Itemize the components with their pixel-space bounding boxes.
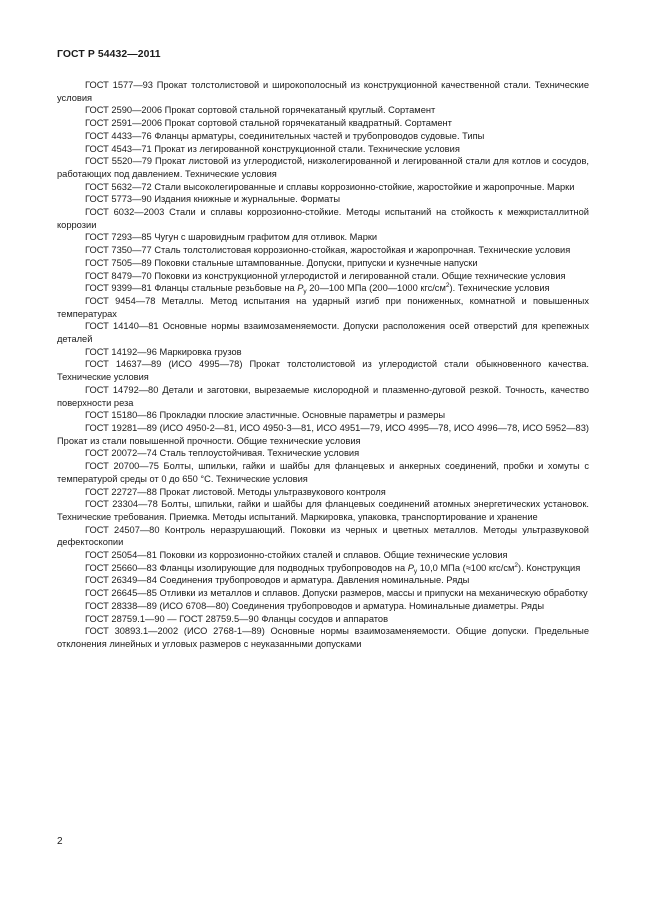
subscript: y — [303, 288, 307, 296]
reference-entry: ГОСТ 5520—79 Прокат листовой из углеродистой, низколегированной и легированной стали для котлов и сосудов, работающих под давлением. Технические условия — [57, 156, 589, 179]
reference-entry: ГОСТ 1577—93 Прокат толстолистовой и широкополосный из конструкционной качественной стали. Технические условия — [57, 80, 589, 103]
pressure-symbol: P — [407, 562, 414, 573]
reference-entry: ГОСТ 26645—85 Отливки из металлов и сплавов. Допуски размеров, массы и припуски на механическую обработку — [85, 588, 588, 599]
reference-entry: ГОСТ 23304—78 Болты, шпильки, гайки и шайбы для фланцевых соединений атомных энергетических установок. Технические требования. Приемка. Методы испытаний. Маркировка, упаковка, транспортирование и хранение — [57, 499, 589, 522]
entry-text: ГОСТ 9399—81 Фланцы стальные резьбовые на — [85, 283, 298, 294]
reference-list — [57, 79, 589, 651]
reference-entry: ГОСТ 28338—89 (ИСО 6708—80) Соединения трубопроводов и арматура. Номинальные диаметры. Ряды — [85, 600, 545, 611]
reference-entry: ГОСТ 2591—2006 Прокат сортовой стальной горячекатаный квадратный. Сортамент — [85, 118, 452, 129]
document-header: ГОСТ Р 54432—2011 — [57, 49, 161, 60]
entry-text: 10,0 МПа (≈100 кгс/см — [417, 562, 515, 573]
reference-entry: ГОСТ 19281—89 (ИСО 4950-2—81, ИСО 4950-3—81, ИСО 4951—79, ИСО 4995—78, ИСО 4996—78, ИСО 5952—83) Прокат из стали повышенной прочности. Общие технические условия — [57, 422, 589, 446]
reference-entry: ГОСТ 22727—88 Прокат листовой. Методы ультразвукового контроля — [85, 486, 386, 497]
reference-entry: ГОСТ 5632—72 Стали высоколегированные и сплавы коррозионно-стойкие, жаростойкие и жаропрочные. Марки — [85, 181, 575, 192]
superscript: 2 — [445, 282, 450, 290]
reference-entry: ГОСТ 20700—75 Болты, шпильки, гайки и шайбы для фланцевых и анкерных соединений, пробки и хомуты с температурой среды от 0 до 650 °С. Технические условия — [57, 461, 589, 484]
subscript: y — [413, 567, 418, 575]
reference-entry: ГОСТ 4543—71 Прокат из легированной конструкционной стали. Технические условия — [85, 143, 460, 154]
reference-entry: ГОСТ 26349—84 Соединения трубопроводов и арматура. Давления номинальные. Ряды — [85, 575, 470, 586]
reference-entry: ГОСТ 24507—80 Контроль неразрушающий. Поковки из черных и цветных металлов. Методы ультразвуковой дефектоскопии — [57, 524, 589, 548]
page-number: 2 — [57, 836, 63, 847]
reference-entry: ГОСТ 8479—70 Поковки из конструкционной углеродистой и легированной стали. Общие технические условия — [85, 270, 566, 281]
reference-entry: ГОСТ 14140—81 Основные нормы взаимозаменяемости. Допуски расположения осей отверстий для крепежных деталей — [57, 321, 589, 345]
reference-entry: ГОСТ 5773—90 Издания книжные и журнальные. Форматы — [85, 194, 341, 205]
entry-text: ГОСТ 25660—83 Фланцы изолирующие для подводных трубопроводов на — [85, 562, 408, 573]
reference-entry: ГОСТ 4433—76 Фланцы арматуры, соединительных частей и трубопроводов судовые. Типы — [85, 130, 485, 141]
entry-text: 20—100 МПа (200—1000 кгс/см — [306, 283, 446, 294]
entry-text: ). Конструкция — [518, 562, 581, 573]
reference-entry: ГОСТ 25054—81 Поковки из коррозионно-стойких сталей и сплавов. Общие технические условия — [85, 550, 508, 561]
reference-entry: ГОСТ 28759.1—90 — ГОСТ 28759.5—90 Фланцы сосудов и аппаратов — [85, 613, 389, 624]
reference-entry: ГОСТ 20072—74 Сталь теплоустойчивая. Технические условия — [85, 448, 360, 459]
reference-entry: ГОСТ 7505—89 Поковки стальные штампованные. Допуски, припуски и кузнечные напуски — [85, 257, 478, 268]
reference-entry — [57, 562, 589, 575]
reference-entry: ГОСТ 7293—85 Чугун с шаровидным графитом для отливок. Марки — [85, 232, 378, 243]
entry-text: ). Технические условия — [449, 283, 550, 294]
reference-entry — [57, 282, 589, 295]
reference-entry: ГОСТ 6032—2003 Стали и сплавы коррозионно-стойкие. Методы испытаний на стойкость к межкристаллитной коррозии — [57, 207, 589, 230]
pressure-symbol: P — [297, 283, 304, 294]
reference-entry: ГОСТ 15180—86 Прокладки плоские эластичные. Основные параметры и размеры — [85, 410, 446, 421]
superscript: 2 — [514, 561, 519, 569]
reference-entry: ГОСТ 7350—77 Сталь толстолистовая коррозионно-стойкая, жаростойкая и жаропрочная. Технические условия — [85, 245, 571, 256]
reference-entry: ГОСТ 14792—80 Детали и заготовки, вырезаемые кислородной и плазменно-дуговой резкой. Точность, качество поверхности реза — [57, 384, 589, 408]
reference-entry: ГОСТ 14192—96 Маркировка грузов — [85, 346, 242, 357]
reference-entry: ГОСТ 30893.1—2002 (ИСО 2768-1—89) Основные нормы взаимозаменяемости. Общие допуски. Предельные отклонения линейных и угловых размеров с неуказанными допусками — [57, 626, 589, 649]
reference-entry: ГОСТ 14637—89 (ИСО 4995—78) Прокат толстолистовой из углеродистой стали обыкновенного качества. Технические условия — [57, 359, 589, 383]
reference-entry: ГОСТ 9454—78 Металлы. Метод испытания на ударный изгиб при пониженных, комнатной и повышенных температурах — [57, 295, 589, 319]
reference-entry: ГОСТ 2590—2006 Прокат сортовой стальной горячекатаный круглый. Сортамент — [85, 105, 436, 116]
